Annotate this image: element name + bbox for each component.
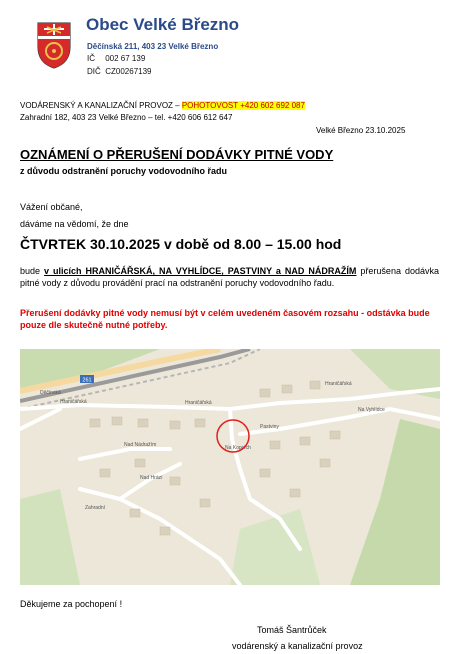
outage-area-map bbox=[20, 349, 440, 585]
street-label-decinska: Děčínská bbox=[40, 390, 61, 396]
dic-label: DIČ bbox=[87, 67, 101, 76]
greeting: Vážení občané, bbox=[20, 202, 83, 212]
warning-text: Přerušení dodávky pitné vody nemusí být v celém uvedeném časovém rozsahu - odstávka bude pouze dle skutečně nutné potřeby. bbox=[20, 308, 430, 330]
ic-label: IČ bbox=[87, 54, 95, 63]
street-label-na-kopcich: Na Kopcích bbox=[225, 445, 251, 451]
inform-line: dáváme na vědomí, že dne bbox=[20, 219, 129, 229]
emergency-phone: POHOTOVOST +420 602 692 087 bbox=[181, 101, 305, 110]
organization-ic bbox=[87, 54, 145, 63]
street-label-zahradni: Zahradní bbox=[85, 505, 106, 511]
dic-value: CZ00267139 bbox=[105, 67, 152, 76]
organization-address: Děčínská 211, 403 23 Velké Březno bbox=[87, 42, 219, 51]
municipal-crest-icon bbox=[36, 21, 72, 69]
outage-date-time: ČTVRTEK 30.10.2025 v době od 8.00 – 15.00 hod bbox=[20, 236, 342, 252]
ic-value: 002 67 139 bbox=[105, 54, 146, 63]
road-number-label: 261 bbox=[82, 377, 92, 384]
notice-subtitle: z důvodu odstranění poruchy vodovodního řadu bbox=[20, 166, 227, 176]
notice-title: OZNÁMENÍ O PŘERUŠENÍ DODÁVKY PITNÉ VODY bbox=[20, 147, 334, 162]
street-label-na-vyhlidce: Na Vyhlídce bbox=[358, 407, 385, 413]
street-label-nad-hrazi: Nad Hrází bbox=[140, 475, 163, 481]
organization-dic bbox=[87, 67, 152, 76]
street-label-pastviny: Pastviny bbox=[260, 424, 279, 430]
thanks-line: Děkujeme za pochopení ! bbox=[20, 599, 123, 609]
provider-name: VODÁRENSKÝ A KANALIZAČNÍ PROVOZ – bbox=[20, 101, 182, 110]
para-rest: přerušena dodávka pitné vody z důvodu provádění prací na odstranění poruchy vodovodního řadu. bbox=[20, 266, 439, 288]
provider-address: Zahradní 182, 403 23 Velké Březno – tel. +420 606 612 647 bbox=[20, 113, 233, 122]
signer-name: Tomáš Šantrůček bbox=[257, 625, 327, 635]
provider-line bbox=[20, 101, 305, 110]
street-label-nad-nadrazim: Nad Nádražím bbox=[124, 442, 157, 448]
street-label-hranicarska-1: Hraničářská bbox=[60, 399, 87, 405]
street-label-hranicarska-3: Hraničářská bbox=[325, 381, 352, 387]
signer-role: vodárenský a kanalizační provoz bbox=[232, 641, 363, 651]
affected-streets: v ulicích HRANIČÁŘSKÁ, NA VYHLÍDCE, PASTVINY a NAD NÁDRAŽÍM bbox=[44, 266, 357, 276]
para-prefix: bude bbox=[20, 266, 45, 276]
outage-description bbox=[20, 265, 439, 289]
street-label-hranicarska-2: Hraničářská bbox=[185, 400, 212, 406]
organization-name: Obec Velké Březno bbox=[86, 15, 240, 34]
date-line: Velké Březno 23.10.2025 bbox=[316, 126, 406, 135]
